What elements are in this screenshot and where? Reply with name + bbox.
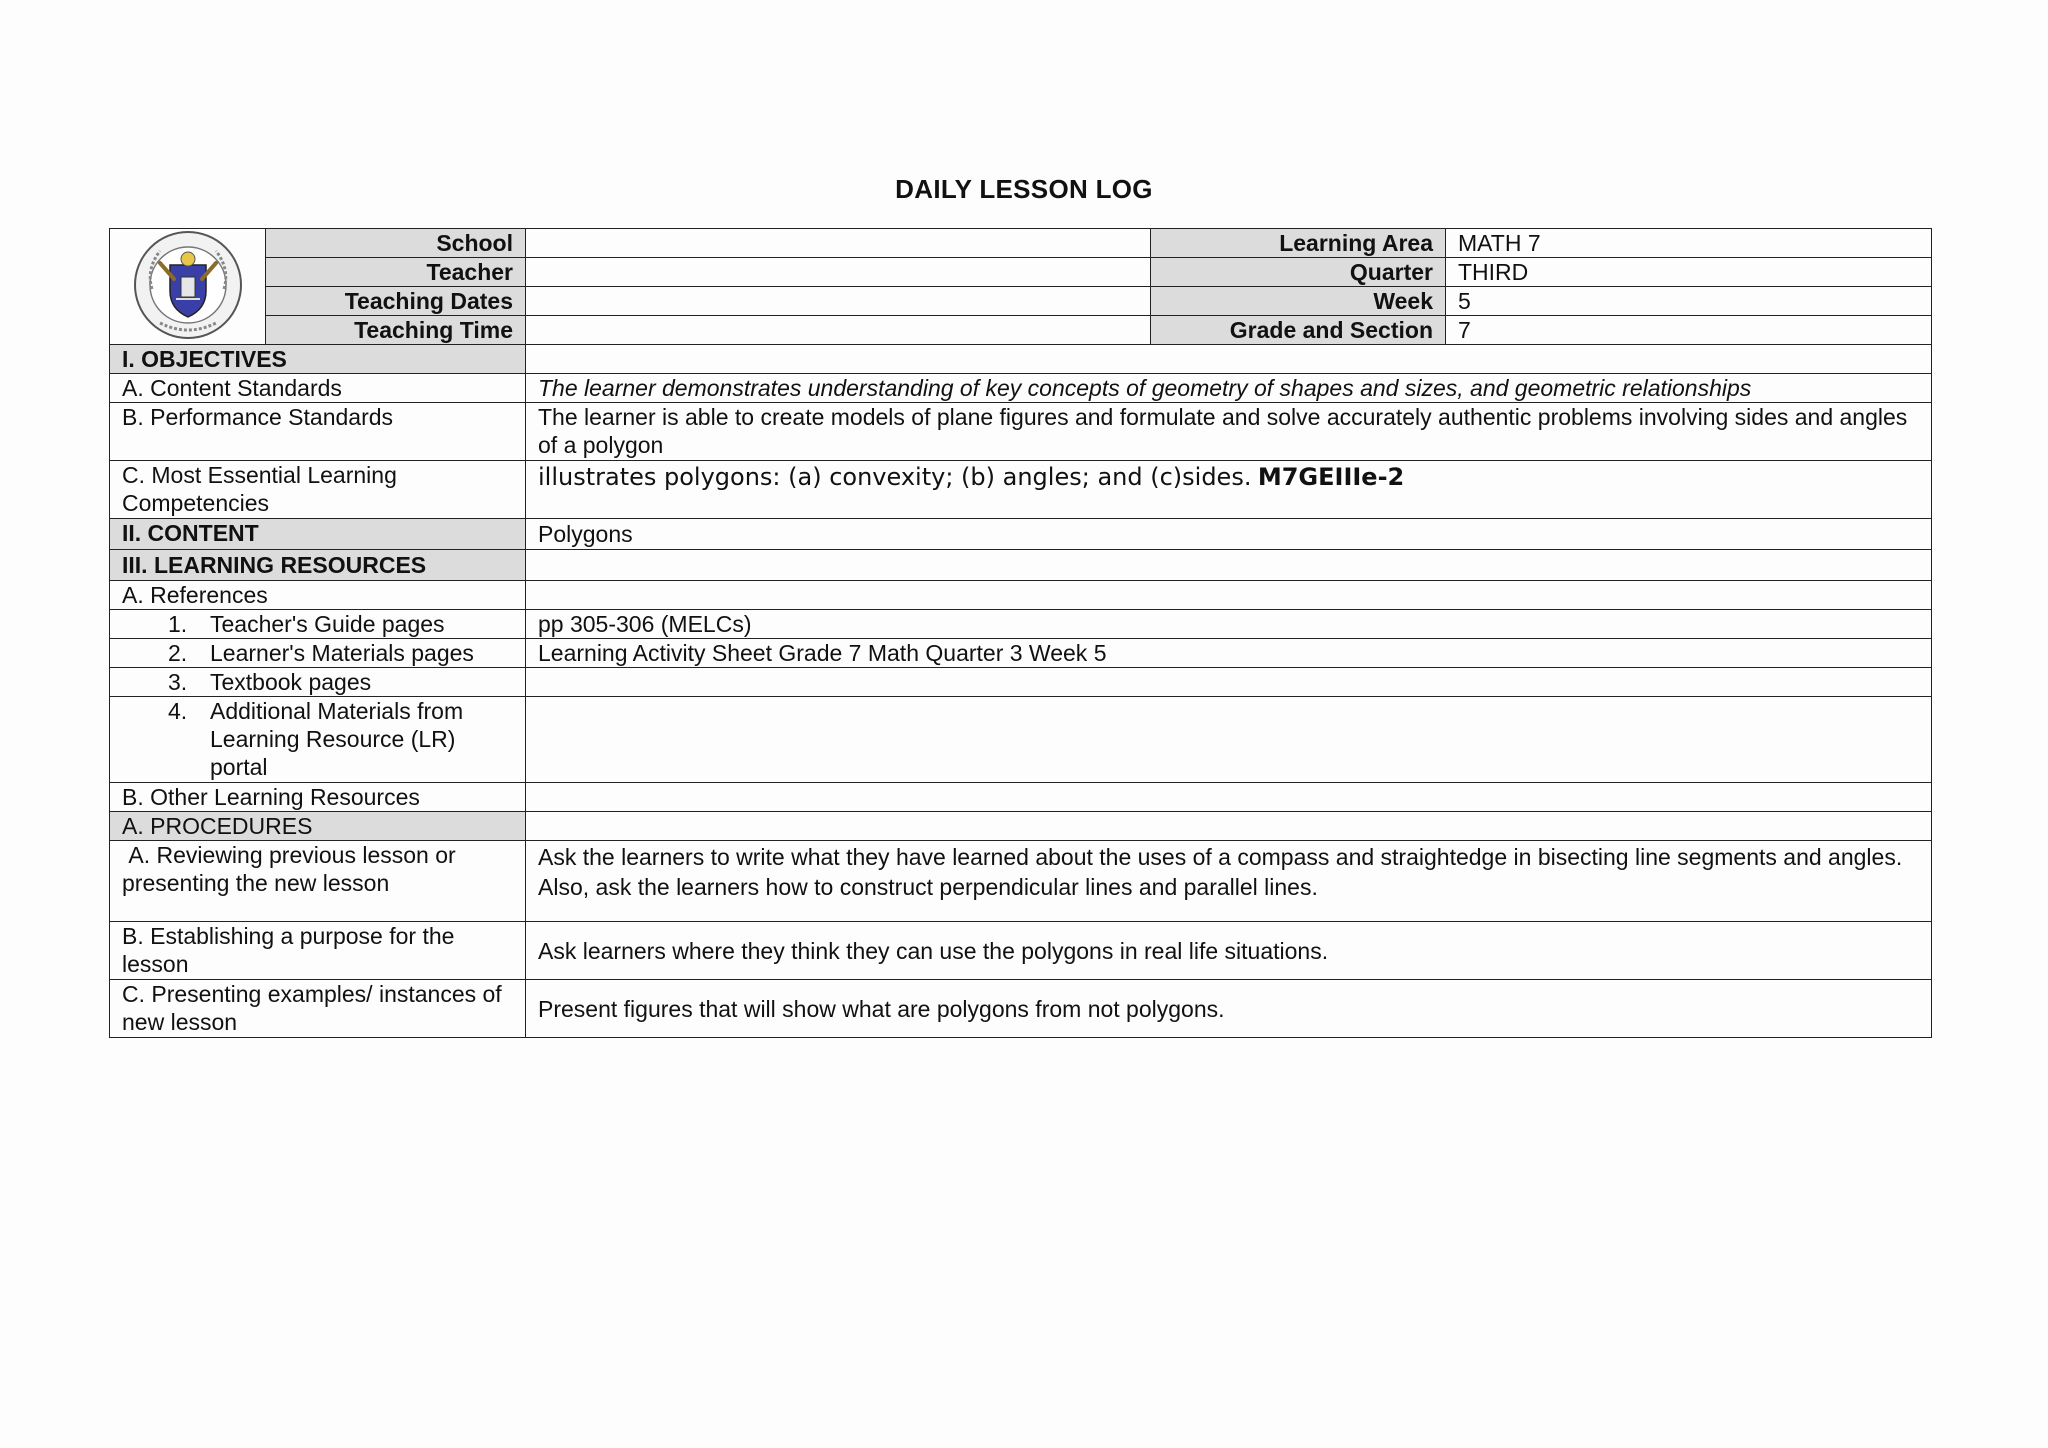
content-value: Polygons <box>526 519 1932 550</box>
header-row-school <box>110 229 1932 258</box>
content-standards-row <box>110 374 1932 403</box>
procedure-label: A. Reviewing previous lesson or presenting the new lesson <box>110 841 526 922</box>
resource-item-label: Teacher's Guide pages <box>210 611 445 637</box>
resource-item-label-cell <box>110 639 526 668</box>
resource-item-value: Learning Activity Sheet Grade 7 Math Quarter 3 Week 5 <box>526 639 1932 668</box>
week-label: Week <box>1151 287 1446 316</box>
melc-row <box>110 461 1932 519</box>
logo-cell <box>110 229 266 345</box>
teaching-dates-label: Teaching Dates <box>266 287 526 316</box>
resource-item-label-cell <box>110 697 526 783</box>
quarter-label: Quarter <box>1151 258 1446 287</box>
procedures-heading: A. PROCEDURES <box>110 812 526 841</box>
performance-standards-label: B. Performance Standards <box>110 403 526 461</box>
resource-item-row <box>110 639 1932 668</box>
teaching-time-label: Teaching Time <box>266 316 526 345</box>
school-label: School <box>266 229 526 258</box>
other-resources-row <box>110 783 1932 812</box>
procedures-heading-row <box>110 812 1932 841</box>
performance-standards-row <box>110 403 1932 461</box>
resource-item-label-cell <box>110 668 526 697</box>
quarter-value[interactable]: THIRD <box>1446 258 1932 287</box>
grade-section-value[interactable]: 7 <box>1446 316 1932 345</box>
school-value[interactable] <box>526 229 1151 258</box>
procedure-row <box>110 980 1932 1038</box>
document-title: DAILY LESSON LOG <box>895 174 1153 204</box>
resource-item-number: 3. <box>168 669 188 695</box>
objectives-value <box>526 345 1932 374</box>
procedure-value: Present figures that will show what are polygons from not polygons. <box>526 980 1932 1038</box>
teaching-time-value[interactable] <box>526 316 1151 345</box>
melc-label: C. Most Essential Learning Competencies <box>110 461 526 519</box>
learning-area-label: Learning Area <box>1151 229 1446 258</box>
resource-item-value <box>526 697 1932 783</box>
header-row-teacher <box>110 258 1932 287</box>
melc-code: M7GEIIIe-2 <box>1257 463 1405 491</box>
header-row-time <box>110 316 1932 345</box>
other-resources-label: B. Other Learning Resources <box>110 783 526 812</box>
objectives-heading: I. OBJECTIVES <box>110 345 526 374</box>
header-row-dates <box>110 287 1932 316</box>
procedure-row <box>110 922 1932 980</box>
deped-seal-icon <box>122 229 253 341</box>
references-value <box>526 581 1932 610</box>
procedure-label: C. Presenting examples/ instances of new lesson <box>110 980 526 1038</box>
resources-heading-value <box>526 550 1932 581</box>
resource-item-row <box>110 697 1932 783</box>
week-value[interactable]: 5 <box>1446 287 1932 316</box>
content-heading: II. CONTENT <box>110 519 526 550</box>
references-row <box>110 581 1932 610</box>
teacher-value[interactable] <box>526 258 1151 287</box>
procedure-value: Ask the learners to write what they have learned about the uses of a compass and straightedge in bisecting line segments and angles. Also, ask the learners how to construct perpendicular lines and parallel lines. <box>526 841 1932 922</box>
content-row <box>110 519 1932 550</box>
resource-item-label: Additional Materials from Learning Resource (LR) portal <box>210 698 464 780</box>
grade-section-label: Grade and Section <box>1151 316 1446 345</box>
resource-item-row <box>110 668 1932 697</box>
learning-area-value[interactable]: MATH 7 <box>1446 229 1932 258</box>
daily-lesson-log-table <box>109 228 1932 1038</box>
resource-item-label: Learner's Materials pages <box>210 640 474 666</box>
content-standards-label: A. Content Standards <box>110 374 526 403</box>
procedures-heading-value <box>526 812 1932 841</box>
references-label: A. References <box>110 581 526 610</box>
procedure-value: Ask learners where they think they can use the polygons in real life situations. <box>526 922 1932 980</box>
resource-item-number: 2. <box>168 640 188 666</box>
objectives-heading-row <box>110 345 1932 374</box>
resource-item-row <box>110 610 1932 639</box>
resource-item-label: Textbook pages <box>210 669 372 695</box>
procedure-label: B. Establishing a purpose for the lesson <box>110 922 526 980</box>
teacher-label: Teacher <box>266 258 526 287</box>
procedure-row <box>110 841 1932 922</box>
melc-cell <box>526 461 1932 519</box>
teaching-dates-value[interactable] <box>526 287 1151 316</box>
other-resources-value <box>526 783 1932 812</box>
resource-item-number: 4. <box>168 698 188 724</box>
resource-item-value <box>526 668 1932 697</box>
resource-item-label-cell <box>110 610 526 639</box>
resources-heading: III. LEARNING RESOURCES <box>110 550 526 581</box>
resource-item-number: 1. <box>168 611 188 637</box>
performance-standards-value: The learner is able to create models of plane figures and formulate and solve accurately authentic problems involving sides and angles of a polygon <box>526 403 1932 461</box>
resource-item-value: pp 305-306 (MELCs) <box>526 610 1932 639</box>
melc-value: illustrates polygons: (a) convexity; (b) angles; and (c)sides. <box>538 463 1252 491</box>
content-standards-value: The learner demonstrates understanding of key concepts of geometry of shapes and sizes, and geometric relationships <box>526 374 1932 403</box>
resources-heading-row <box>110 550 1932 581</box>
